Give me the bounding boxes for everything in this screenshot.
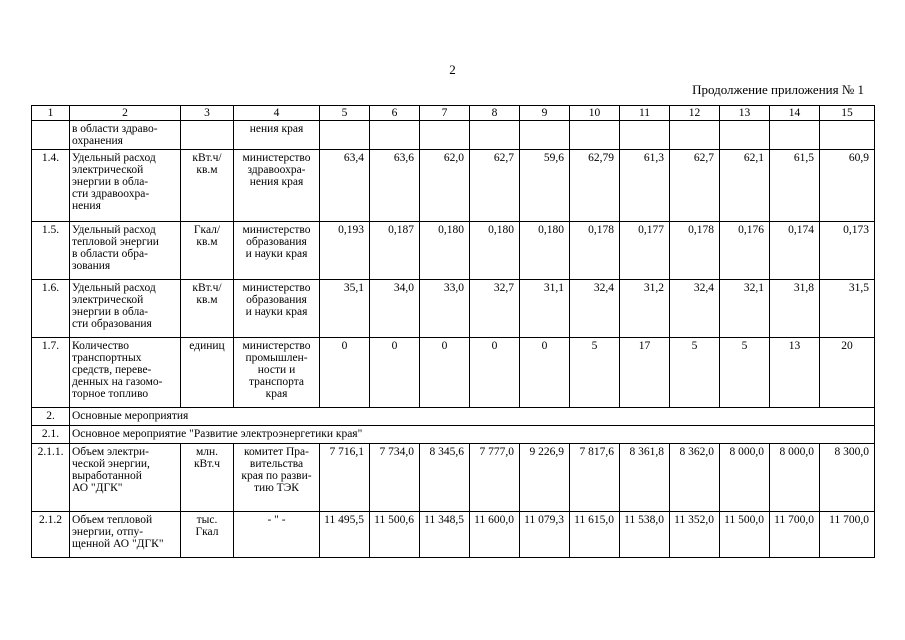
table-row xyxy=(32,221,875,279)
value-cell: 0 xyxy=(370,337,420,407)
value-cell: 31,8 xyxy=(770,279,820,337)
column-number: 7 xyxy=(420,106,470,121)
section-title: Основное мероприятие "Развитие электроэнергетики края" xyxy=(70,425,875,443)
value-cell: 8 345,6 xyxy=(420,443,470,511)
unit: млн. кВт.ч xyxy=(193,445,221,470)
value-cell: 13 xyxy=(770,337,820,407)
column-number: 15 xyxy=(820,106,875,121)
value-cell: 0 xyxy=(320,337,370,407)
responsible-body: министерство образования и науки края xyxy=(242,223,311,261)
responsible-body: комитет Пра- вительства края по разви- тию ТЭК xyxy=(241,445,312,495)
responsible-body: министерство образования и науки края xyxy=(242,281,311,319)
value-cell: 62,7 xyxy=(470,149,520,221)
value-cell: 8 000,0 xyxy=(720,443,770,511)
value-cell: 17 xyxy=(620,337,670,407)
table-row xyxy=(32,149,875,221)
column-number: 2 xyxy=(70,106,181,121)
indicator-name: Количество транспортных средств, переве- денных на газомо- торное топливо xyxy=(72,339,163,401)
value-cell: 11 500,6 xyxy=(370,511,420,557)
value-cell: 62,0 xyxy=(420,149,470,221)
indicator-name: Удельный расход тепловой энергии в области обра- зования xyxy=(72,223,159,273)
unit: кВт.ч/ кв.м xyxy=(192,151,222,176)
column-number: 1 xyxy=(32,106,70,121)
value-cell: 62,79 xyxy=(570,149,620,221)
value-cell xyxy=(770,121,820,149)
column-number: 12 xyxy=(670,106,720,121)
value-cell: 62,7 xyxy=(670,149,720,221)
column-number: 6 xyxy=(370,106,420,121)
column-number: 4 xyxy=(234,106,320,121)
responsible-body: министерство промышлен- ности и транспорта края xyxy=(242,339,311,401)
value-cell xyxy=(470,121,520,149)
indicator-name: Объем тепловой энергии, отпу- щенной АО "ДГК" xyxy=(72,513,164,551)
column-number: 13 xyxy=(720,106,770,121)
column-number: 3 xyxy=(181,106,234,121)
value-cell: 11 352,0 xyxy=(670,511,720,557)
indicator-name: в области здраво- охранения xyxy=(72,123,158,148)
value-cell: 61,5 xyxy=(770,149,820,221)
value-cell: 5 xyxy=(670,337,720,407)
table-row xyxy=(32,337,875,407)
value-cell: 5 xyxy=(570,337,620,407)
table-row xyxy=(32,121,875,149)
column-number: 11 xyxy=(620,106,670,121)
value-cell: 35,1 xyxy=(320,279,370,337)
value-cell: 31,1 xyxy=(520,279,570,337)
value-cell: 34,0 xyxy=(370,279,420,337)
value-cell: 11 079,3 xyxy=(520,511,570,557)
value-cell: 8 000,0 xyxy=(770,443,820,511)
value-cell: 8 362,0 xyxy=(670,443,720,511)
value-cell: 33,0 xyxy=(420,279,470,337)
indicator-name: Удельный расход электрической энергии в обла- сти образования xyxy=(72,281,156,331)
value-cell: 63,4 xyxy=(320,149,370,221)
section-title: Основные мероприятия xyxy=(70,407,875,425)
responsible-body: министерство здравоохра- нения края xyxy=(242,151,311,189)
value-cell: 9 226,9 xyxy=(520,443,570,511)
value-cell xyxy=(820,121,875,149)
value-cell: 63,6 xyxy=(370,149,420,221)
value-cell: 11 348,5 xyxy=(420,511,470,557)
value-cell: 7 716,1 xyxy=(320,443,370,511)
row-number: 2.1.1. xyxy=(32,443,70,511)
value-cell: 5 xyxy=(720,337,770,407)
value-cell: 8 300,0 xyxy=(820,443,875,511)
value-cell: 0,177 xyxy=(620,221,670,279)
value-cell: 20 xyxy=(820,337,875,407)
value-cell: 0,187 xyxy=(370,221,420,279)
value-cell: 0 xyxy=(470,337,520,407)
value-cell: 32,4 xyxy=(670,279,720,337)
responsible-body: - " - xyxy=(267,513,286,526)
column-number: 9 xyxy=(520,106,570,121)
row-number: 1.5. xyxy=(32,221,70,279)
value-cell: 11 600,0 xyxy=(470,511,520,557)
value-cell: 31,5 xyxy=(820,279,875,337)
responsible-body: нения края xyxy=(249,123,304,136)
value-cell: 7 817,6 xyxy=(570,443,620,511)
value-cell: 11 538,0 xyxy=(620,511,670,557)
value-cell: 0,178 xyxy=(570,221,620,279)
value-cell: 0,180 xyxy=(420,221,470,279)
value-cell xyxy=(370,121,420,149)
value-cell xyxy=(670,121,720,149)
table-row xyxy=(32,511,875,557)
value-cell: 0,193 xyxy=(320,221,370,279)
value-cell: 7 777,0 xyxy=(470,443,520,511)
value-cell: 11 495,5 xyxy=(320,511,370,557)
section-row xyxy=(32,407,875,425)
value-cell xyxy=(720,121,770,149)
indicator-name: Объем электри- ческой энергии, выработанной АО "ДГК" xyxy=(72,445,150,495)
column-number-row xyxy=(32,106,875,121)
value-cell: 0 xyxy=(420,337,470,407)
value-cell xyxy=(420,121,470,149)
unit: Гкал/ кв.м xyxy=(193,223,221,248)
value-cell xyxy=(320,121,370,149)
row-number: 2.1.2 xyxy=(32,511,70,557)
value-cell: 11 700,0 xyxy=(770,511,820,557)
appendix-continuation-label: Продолжение приложения № 1 xyxy=(692,82,864,97)
value-cell: 61,3 xyxy=(620,149,670,221)
value-cell: 0,176 xyxy=(720,221,770,279)
section-number: 2.1. xyxy=(32,425,70,443)
value-cell: 32,7 xyxy=(470,279,520,337)
value-cell: 8 361,8 xyxy=(620,443,670,511)
row-number: 1.4. xyxy=(32,149,70,221)
value-cell: 62,1 xyxy=(720,149,770,221)
unit: единиц xyxy=(189,339,225,352)
row-number: 1.7. xyxy=(32,337,70,407)
value-cell: 0,174 xyxy=(770,221,820,279)
value-cell: 32,1 xyxy=(720,279,770,337)
unit: тыс. Гкал xyxy=(195,513,219,538)
value-cell: 0,178 xyxy=(670,221,720,279)
unit: кВт.ч/ кв.м xyxy=(192,281,222,306)
value-cell xyxy=(570,121,620,149)
value-cell: 0,173 xyxy=(820,221,875,279)
value-cell: 7 734,0 xyxy=(370,443,420,511)
indicator-name: Удельный расход электрической энергии в обла- сти здравоохра- нения xyxy=(72,151,156,213)
value-cell: 0,180 xyxy=(470,221,520,279)
value-cell: 0,180 xyxy=(520,221,570,279)
value-cell: 60,9 xyxy=(820,149,875,221)
value-cell xyxy=(620,121,670,149)
table-row xyxy=(32,443,875,511)
row-number: 1.6. xyxy=(32,279,70,337)
section-row xyxy=(32,425,875,443)
section-number: 2. xyxy=(32,407,70,425)
table-row xyxy=(32,279,875,337)
column-number: 5 xyxy=(320,106,370,121)
column-number: 10 xyxy=(570,106,620,121)
column-number: 8 xyxy=(470,106,520,121)
value-cell xyxy=(520,121,570,149)
column-number: 14 xyxy=(770,106,820,121)
value-cell: 32,4 xyxy=(570,279,620,337)
page-number: 2 xyxy=(449,62,456,77)
value-cell: 11 700,0 xyxy=(820,511,875,557)
row-number xyxy=(32,121,70,149)
value-cell: 11 615,0 xyxy=(570,511,620,557)
value-cell: 11 500,0 xyxy=(720,511,770,557)
value-cell: 31,2 xyxy=(620,279,670,337)
value-cell: 59,6 xyxy=(520,149,570,221)
value-cell: 0 xyxy=(520,337,570,407)
indicators-table xyxy=(31,105,875,558)
